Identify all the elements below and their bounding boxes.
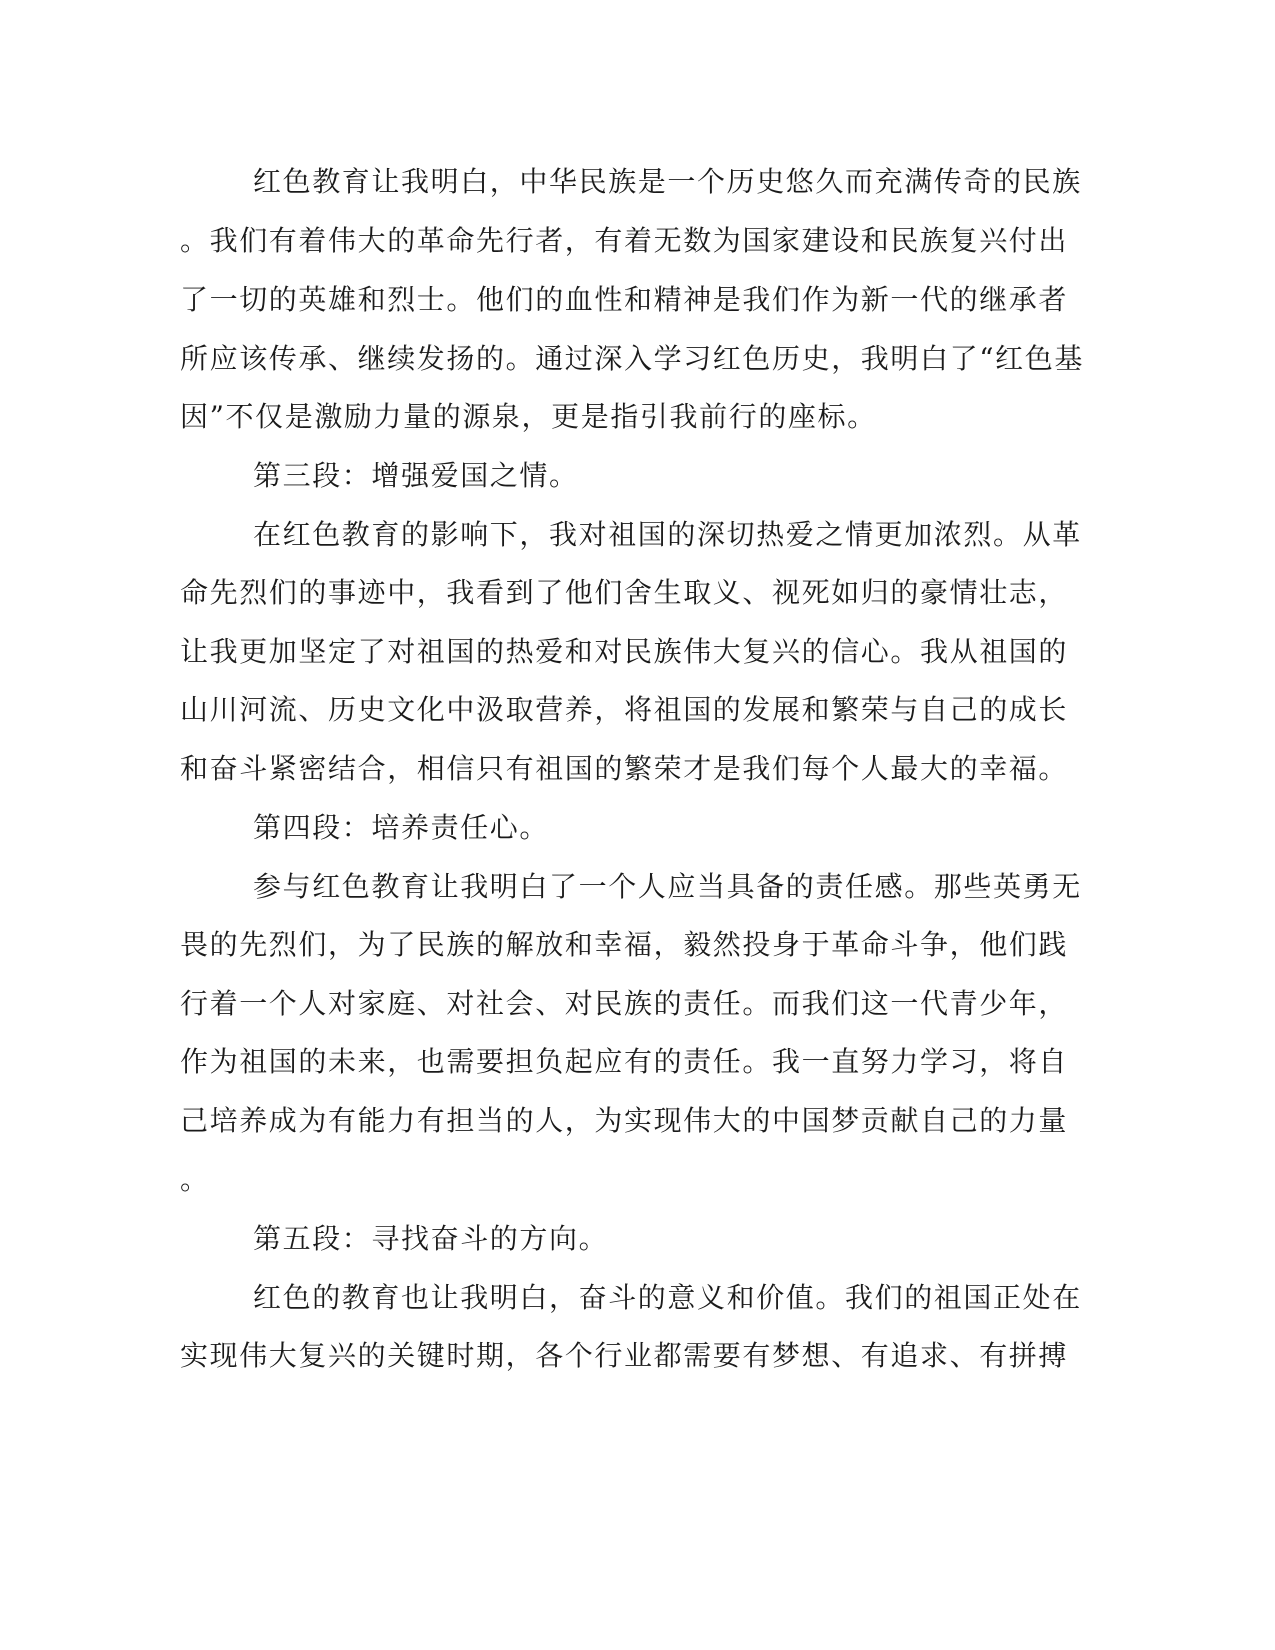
paragraph-2-line-2: 命先烈们的事迹中，我看到了他们舍生取义、视死如归的豪情壮志， xyxy=(180,576,1069,609)
paragraph-3-line-4: 作为祖国的未来，也需要担负起应有的责任。我一直努力学习，将自 xyxy=(180,1045,1069,1078)
paragraph-2-line-4: 山川河流、历史文化中汲取营养，将祖国的发展和繁荣与自己的成长 xyxy=(180,693,1069,726)
paragraph-3-line-2: 畏的先烈们，为了民族的解放和幸福，毅然投身于革命斗争，他们践 xyxy=(180,928,1069,961)
section-heading-3: 第三段：增强爱国之情。 xyxy=(253,459,579,492)
paragraph-1-line-2: 。我们有着伟大的革命先行者，有着无数为国家建设和民族复兴付出 xyxy=(180,224,1069,257)
paragraph-2-line-1: 在红色教育的影响下，我对祖国的深切热爱之情更加浓烈。从革 xyxy=(253,518,1082,551)
paragraph-2-line-5: 和奋斗紧密结合，相信只有祖国的繁荣才是我们每个人最大的幸福。 xyxy=(180,752,1069,785)
paragraph-4-line-1: 红色的教育也让我明白，奋斗的意义和价值。我们的祖国正处在 xyxy=(253,1281,1082,1314)
paragraph-4-line-2: 实现伟大复兴的关键时期，各个行业都需要有梦想、有追求、有拼搏 xyxy=(180,1339,1069,1372)
paragraph-3-line-5: 己培养成为有能力有担当的人，为实现伟大的中国梦贡献自己的力量 xyxy=(180,1104,1069,1137)
paragraph-1-line-3: 了一切的英雄和烈士。他们的血性和精神是我们作为新一代的继承者 xyxy=(180,283,1069,316)
paragraph-3-line-3: 行着一个人对家庭、对社会、对民族的责任。而我们这一代青少年， xyxy=(180,987,1069,1020)
paragraph-3-line-6: 。 xyxy=(180,1163,210,1196)
paragraph-1-line-5: 因”不仅是激励力量的源泉，更是指引我前行的座标。 xyxy=(180,400,877,433)
paragraph-2-line-3: 让我更加坚定了对祖国的热爱和对民族伟大复兴的信心。我从祖国的 xyxy=(180,635,1069,668)
section-heading-4: 第四段：培养责任心。 xyxy=(253,811,550,844)
section-heading-5: 第五段：寻找奋斗的方向。 xyxy=(253,1222,609,1255)
paragraph-1-line-1: 红色教育让我明白，中华民族是一个历史悠久而充满传奇的民族 xyxy=(253,165,1082,198)
paragraph-1-line-4: 所应该传承、继续发扬的。通过深入学习红色历史，我明白了“红色基 xyxy=(180,342,1084,375)
paragraph-3-line-1: 参与红色教育让我明白了一个人应当具备的责任感。那些英勇无 xyxy=(253,870,1082,903)
